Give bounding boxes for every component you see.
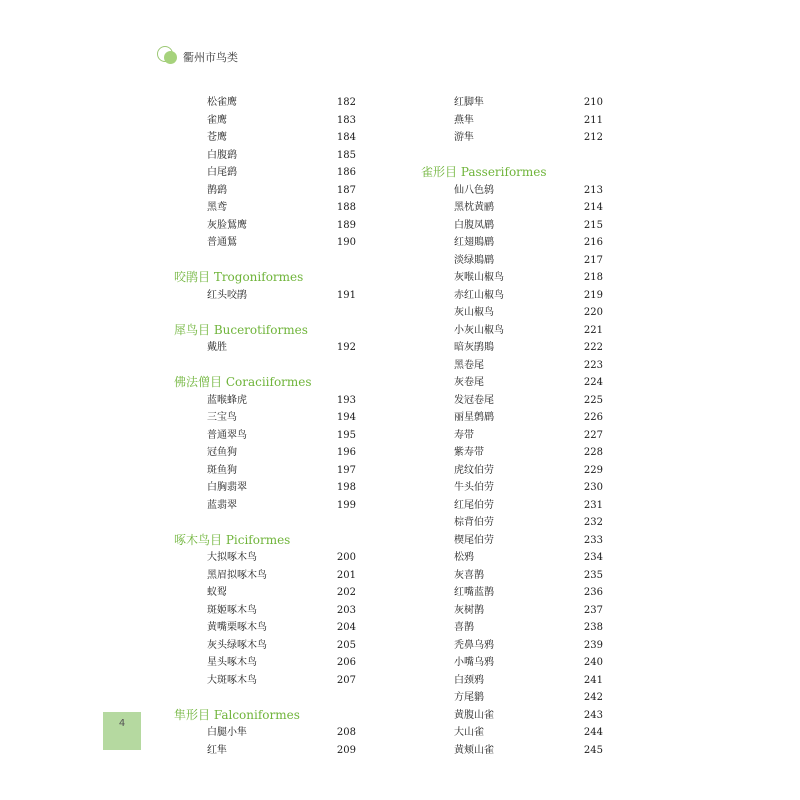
toc-entry [421, 427, 603, 445]
species-name: 红头咬鹃 [207, 289, 247, 301]
toc-entry [421, 672, 603, 690]
toc-entry [421, 322, 603, 340]
page-ref: 183 [336, 114, 356, 126]
species-name: 灰山椒鸟 [454, 307, 494, 318]
page-ref: 197 [336, 464, 356, 476]
toc-entry [421, 182, 603, 200]
toc-entry [421, 514, 603, 532]
page-ref: 226 [583, 412, 603, 423]
page-ref: 199 [336, 499, 356, 511]
page-ref: 245 [583, 744, 603, 756]
species-name: 灰树鹊 [454, 604, 484, 616]
species-name: 蚁䴕 [207, 587, 227, 598]
page-ref: 188 [336, 202, 356, 213]
species-name: 白腹凤鹛 [454, 219, 494, 231]
toc-entry [421, 444, 603, 462]
page-number: 4 [118, 718, 126, 729]
page-ref: 207 [336, 674, 356, 686]
page-ref: 224 [583, 377, 603, 388]
toc-entry [421, 532, 603, 550]
toc-entry [174, 619, 356, 637]
species-name: 白颈鸦 [454, 674, 484, 686]
species-name: 松雀鹰 [207, 97, 237, 108]
toc-entry [421, 374, 603, 392]
species-name: 棕背伯劳 [454, 517, 494, 528]
page-ref: 187 [336, 184, 356, 196]
page-ref: 233 [583, 534, 603, 546]
species-name: 秃鼻乌鸦 [454, 639, 494, 651]
toc-entry [174, 182, 356, 200]
toc-entry [174, 199, 356, 217]
page-ref: 220 [583, 307, 603, 318]
species-name: 黑鸢 [207, 202, 227, 213]
page-ref: 198 [336, 482, 356, 493]
toc-entry [421, 549, 603, 567]
species-name: 牛头伯劳 [454, 482, 494, 493]
toc-entry [421, 287, 603, 305]
toc-entry [174, 129, 356, 147]
species-name: 燕隼 [454, 114, 474, 126]
page-ref: 212 [583, 132, 603, 143]
species-name: 普通鵟 [207, 237, 237, 248]
species-name: 白胸翡翠 [207, 482, 247, 493]
page-ref: 239 [583, 639, 603, 651]
page-ref: 231 [583, 499, 603, 511]
species-name: 大斑啄木鸟 [207, 674, 257, 686]
order-heading: 咬鹃目 Trogoniformes [174, 270, 304, 284]
species-name: 蓝翡翠 [207, 499, 237, 511]
filled-circle-icon [164, 51, 177, 64]
page-ref: 235 [583, 569, 603, 581]
toc-entry [421, 252, 603, 270]
species-name: 大山雀 [454, 727, 484, 738]
page-ref: 234 [583, 552, 603, 563]
page-ref: 223 [583, 359, 603, 371]
species-name: 苍鹰 [207, 132, 227, 143]
page-ref: 221 [583, 324, 603, 336]
toc-entry [174, 654, 356, 672]
page-ref: 217 [583, 254, 603, 266]
toc-entry [174, 234, 356, 252]
toc-entry [421, 497, 603, 515]
page-ref: 238 [583, 622, 603, 633]
order-heading: 佛法僧目 Coraciiformes [174, 375, 312, 389]
toc-entry [421, 637, 603, 655]
species-name: 淡绿鵙鹛 [454, 254, 494, 266]
species-name: 白尾鹞 [207, 167, 237, 178]
page-ref: 196 [336, 447, 356, 458]
toc-entry [421, 619, 603, 637]
toc-entry [421, 707, 603, 725]
page-ref: 244 [583, 727, 603, 738]
page-ref: 193 [336, 394, 356, 406]
page-ref: 203 [336, 604, 356, 616]
species-name: 方尾鹟 [454, 692, 484, 703]
species-name: 赤红山椒鸟 [454, 289, 504, 301]
species-name: 红隼 [207, 744, 227, 756]
page-ref: 214 [583, 202, 603, 213]
toc-entry [421, 199, 603, 217]
toc-entry [421, 234, 603, 252]
species-name: 楔尾伯劳 [454, 534, 494, 546]
toc-entry [174, 112, 356, 130]
species-name: 红脚隼 [454, 97, 484, 108]
toc-entry [174, 549, 356, 567]
toc-entry [174, 479, 356, 497]
toc-entry [174, 497, 356, 515]
toc-entry [421, 742, 603, 760]
page-ref: 228 [583, 447, 603, 458]
toc-entry [174, 584, 356, 602]
toc-entry [421, 654, 603, 672]
species-name: 戴胜 [207, 342, 227, 353]
toc-entry [421, 304, 603, 322]
toc-entry [174, 287, 356, 305]
page-ref: 189 [336, 219, 356, 231]
toc-entry [174, 637, 356, 655]
page-ref: 186 [336, 167, 356, 178]
toc-entry [174, 339, 356, 357]
toc-entry [174, 427, 356, 445]
toc-entry [174, 164, 356, 182]
page-ref: 205 [336, 639, 356, 651]
species-name: 灰头绿啄木鸟 [207, 639, 267, 651]
species-name: 灰脸鵟鹰 [207, 219, 247, 231]
toc-entry [421, 112, 603, 130]
page-ref: 209 [336, 744, 356, 756]
species-name: 白腹鹞 [207, 149, 237, 161]
toc-entry [421, 724, 603, 742]
order-heading: 雀形目 Passeriformes [421, 165, 547, 179]
species-name: 黄腹山雀 [454, 709, 494, 721]
page-ref: 219 [583, 289, 603, 301]
page-ref: 195 [336, 429, 356, 441]
species-name: 丽星鹩鹛 [454, 412, 494, 423]
species-name: 仙八色鸫 [454, 184, 494, 196]
species-name: 喜鹊 [454, 622, 474, 633]
species-name: 鹊鹞 [207, 184, 227, 196]
toc-entry [174, 444, 356, 462]
species-name: 发冠卷尾 [454, 394, 494, 406]
toc-entry [421, 409, 603, 427]
toc-entry [174, 217, 356, 235]
page-ref: 240 [583, 657, 603, 668]
species-name: 虎纹伯劳 [454, 464, 494, 476]
species-name: 小灰山椒鸟 [454, 324, 504, 336]
toc-entry [174, 392, 356, 410]
species-name: 小嘴乌鸦 [454, 657, 494, 668]
species-name: 大拟啄木鸟 [207, 552, 257, 563]
toc-entry [174, 147, 356, 165]
species-name: 灰卷尾 [454, 377, 484, 388]
toc-entry [174, 724, 356, 742]
page-ref: 218 [583, 272, 603, 283]
toc-entry [421, 217, 603, 235]
page-ref: 225 [583, 394, 603, 406]
species-name: 斑姬啄木鸟 [207, 604, 257, 616]
toc-entry [421, 462, 603, 480]
species-name: 雀鹰 [207, 114, 227, 126]
page-ref: 194 [336, 412, 356, 423]
toc-entry [174, 742, 356, 760]
page-ref: 216 [583, 237, 603, 248]
toc-entry [421, 584, 603, 602]
page-ref: 236 [583, 587, 603, 598]
page-ref: 192 [336, 342, 356, 353]
species-name: 游隼 [454, 132, 474, 143]
toc-entry [174, 672, 356, 690]
page-ref: 190 [336, 237, 356, 248]
toc-entry [174, 567, 356, 585]
header-circles-icon [157, 46, 181, 66]
toc-entry [421, 269, 603, 287]
toc-entry [421, 357, 603, 375]
toc-entry [421, 689, 603, 707]
species-name: 黑枕黄鹂 [454, 202, 494, 213]
species-name: 黄嘴栗啄木鸟 [207, 622, 267, 633]
species-name: 黄颊山雀 [454, 744, 494, 756]
order-heading: 隼形目 Falconiformes [174, 707, 300, 722]
page-ref: 241 [583, 674, 603, 686]
species-name: 蓝喉蜂虎 [207, 394, 247, 406]
toc-entry [421, 392, 603, 410]
page-ref: 201 [336, 569, 356, 581]
page-ref: 184 [336, 132, 356, 143]
toc-entry [421, 129, 603, 147]
page-ref: 242 [583, 692, 603, 703]
page-ref: 191 [336, 289, 356, 301]
species-name: 松鸦 [454, 552, 474, 563]
species-name: 斑鱼狗 [207, 464, 237, 476]
page-ref: 185 [336, 149, 356, 161]
species-name: 黑卷尾 [454, 359, 484, 371]
toc-column-right [421, 94, 603, 759]
page-ref: 202 [336, 587, 356, 598]
page-ref: 204 [336, 622, 356, 633]
species-name: 灰喉山椒鸟 [454, 272, 504, 283]
page-ref: 200 [336, 552, 356, 563]
species-name: 寿带 [454, 429, 474, 441]
species-name: 黑眉拟啄木鸟 [207, 569, 267, 581]
toc-entry [421, 94, 603, 112]
page-ref: 213 [583, 184, 603, 196]
order-heading: 啄木鸟目 Piciformes [174, 532, 291, 547]
species-name: 红翅鵙鹛 [454, 237, 494, 248]
page-ref: 230 [583, 482, 603, 493]
species-name: 红嘴蓝鹊 [454, 587, 494, 598]
header-title: 衢州市鸟类 [183, 51, 238, 64]
toc-entry [174, 602, 356, 620]
species-name: 白腿小隼 [207, 727, 247, 738]
species-name: 灰喜鹊 [454, 569, 484, 581]
toc-column-left [174, 94, 356, 759]
toc-entry [421, 602, 603, 620]
page-ref: 182 [336, 97, 356, 108]
toc-entry [421, 567, 603, 585]
toc-entry [421, 339, 603, 357]
toc-entry [174, 409, 356, 427]
species-name: 紫寿带 [454, 447, 484, 458]
species-name: 暗灰鹃鵙 [454, 342, 494, 353]
order-heading: 犀鸟目 Bucerotiformes [174, 322, 308, 337]
page-ref: 215 [583, 219, 603, 231]
species-name: 红尾伯劳 [454, 499, 494, 511]
page-ref: 206 [336, 657, 356, 668]
species-name: 星头啄木鸟 [207, 657, 257, 668]
page-number-tab [103, 712, 141, 750]
toc-entry [174, 94, 356, 112]
species-name: 冠鱼狗 [207, 447, 237, 458]
page-ref: 243 [583, 709, 603, 721]
toc-entry [421, 479, 603, 497]
page-ref: 222 [583, 342, 603, 353]
page-ref: 232 [583, 517, 603, 528]
page-ref: 227 [583, 429, 603, 441]
page-ref: 237 [583, 604, 603, 616]
toc-entry [174, 462, 356, 480]
species-name: 普通翠鸟 [207, 429, 247, 441]
species-name: 三宝鸟 [207, 412, 237, 423]
page-ref: 208 [336, 727, 356, 738]
page-ref: 210 [583, 97, 603, 108]
page-ref: 229 [583, 464, 603, 476]
page-ref: 211 [583, 114, 603, 126]
